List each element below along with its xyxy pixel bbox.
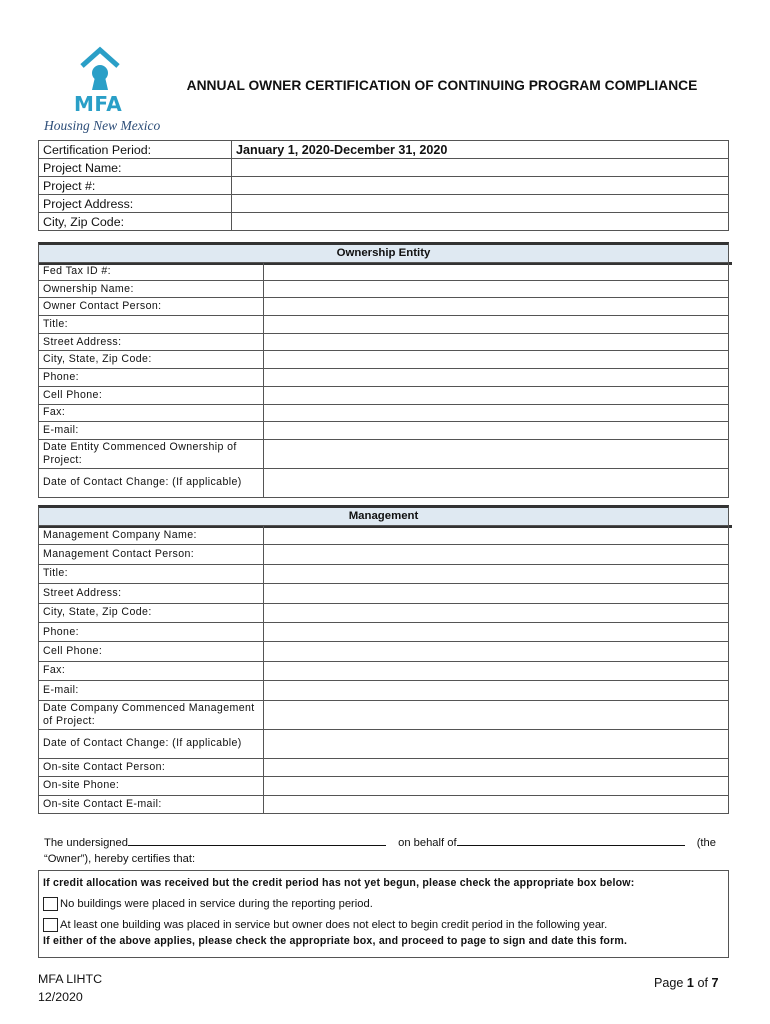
field-input[interactable]	[264, 758, 729, 777]
building-placed-checkbox[interactable]	[43, 918, 58, 932]
field-input[interactable]	[264, 316, 729, 334]
field-label: On-site Phone:	[39, 777, 264, 796]
logo-text: MFA	[74, 92, 123, 116]
ownership-row	[39, 316, 729, 334]
field-label: On-site Contact E-mail:	[39, 795, 264, 814]
footer-left	[38, 970, 102, 1006]
field-label: Date of Contact Change: (If applicable)	[39, 468, 264, 497]
management-row	[39, 622, 729, 641]
ownership-heading: Ownership Entity	[38, 242, 729, 262]
credit-period-box	[38, 870, 729, 958]
field-input[interactable]	[264, 333, 729, 351]
cert-row	[39, 141, 729, 159]
field-input[interactable]	[264, 386, 729, 404]
page-number: Page 1 of 7	[654, 976, 719, 990]
cert-row	[39, 213, 729, 231]
ownership-row	[39, 280, 729, 298]
cert-label: Certification Period:	[39, 141, 232, 159]
field-input[interactable]	[264, 422, 729, 440]
field-label: City, State, Zip Code:	[39, 603, 264, 622]
management-row	[39, 661, 729, 680]
cert-row	[39, 159, 729, 177]
cert-label: Project #:	[39, 177, 232, 195]
ownership-row	[39, 422, 729, 440]
footer-program: MFA LIHTC	[38, 972, 103, 986]
logo-tagline: Housing New Mexico	[44, 118, 161, 133]
ownership-row	[39, 386, 729, 404]
field-input[interactable]	[264, 661, 729, 680]
field-label: Phone:	[39, 622, 264, 641]
certification-statement	[44, 835, 716, 867]
ownership-row	[39, 439, 729, 468]
field-label: Fax:	[39, 404, 264, 422]
field-label: E-mail:	[39, 422, 264, 440]
no-buildings-checkbox[interactable]	[43, 897, 58, 911]
management-row	[39, 526, 729, 545]
ownership-row	[39, 351, 729, 369]
cert-value-field[interactable]	[232, 159, 729, 177]
field-input[interactable]	[264, 369, 729, 387]
ownership-row	[39, 333, 729, 351]
cert-row	[39, 177, 729, 195]
ownership-row	[39, 468, 729, 497]
field-label: Street Address:	[39, 333, 264, 351]
field-input[interactable]	[264, 642, 729, 661]
field-input[interactable]	[264, 603, 729, 622]
ownership-row	[39, 263, 729, 281]
statement-text: (the	[696, 837, 716, 849]
management-row	[39, 681, 729, 700]
field-input[interactable]	[264, 468, 729, 497]
field-label: Cell Phone:	[39, 642, 264, 661]
cert-label: Project Address:	[39, 195, 232, 213]
page-title: ANNUAL OWNER CERTIFICATION OF CONTINUING PROGRAM COMPLIANCE	[186, 78, 698, 93]
cert-row	[39, 195, 729, 213]
field-input[interactable]	[264, 439, 729, 468]
credit-instruction: If credit allocation was received but the credit period has not yet begun, please check the appropriate box below:	[43, 877, 635, 889]
cert-label: Project Name:	[39, 159, 232, 177]
field-input[interactable]	[264, 404, 729, 422]
management-row	[39, 795, 729, 814]
field-label: Management Contact Person:	[39, 545, 264, 564]
house-keyhole-icon	[82, 50, 118, 90]
field-label: On-site Contact Person:	[39, 758, 264, 777]
ownership-row	[39, 298, 729, 316]
field-input[interactable]	[264, 263, 729, 281]
field-label: Fed Tax ID #:	[39, 263, 264, 281]
statement-text: The undersigned	[44, 835, 386, 851]
field-label: Cell Phone:	[39, 386, 264, 404]
field-input[interactable]	[264, 584, 729, 603]
ownership-row	[39, 404, 729, 422]
cert-value-field[interactable]	[232, 195, 729, 213]
certification-table	[38, 140, 729, 231]
field-input[interactable]	[264, 700, 729, 729]
management-row	[39, 777, 729, 796]
management-row	[39, 642, 729, 661]
field-label: Date Entity Commenced Ownership of Project:	[39, 439, 264, 468]
field-label: Title:	[39, 316, 264, 334]
field-label: Owner Contact Person:	[39, 298, 264, 316]
option-label: No buildings were placed in service during the reporting period.	[60, 898, 373, 910]
management-row	[39, 545, 729, 564]
option-row	[43, 897, 724, 911]
option-label: At least one building was placed in service but owner does not elect to begin credit period in the following year.	[60, 919, 608, 931]
field-label: Street Address:	[39, 584, 264, 603]
field-input[interactable]	[264, 795, 729, 814]
field-label: Date Company Commenced Management of Project:	[39, 700, 264, 729]
field-label: Management Company Name:	[39, 526, 264, 545]
field-label: Phone:	[39, 369, 264, 387]
owner-name-blank[interactable]	[457, 835, 685, 846]
ownership-table	[38, 262, 729, 498]
statement-line2: “Owner”), hereby certifies that:	[44, 853, 196, 865]
undersigned-name-blank[interactable]	[128, 835, 386, 846]
statement-text: on behalf of	[398, 835, 684, 851]
field-input[interactable]	[264, 729, 729, 758]
credit-footer-note: If either of the above applies, please check the appropriate box, and proceed to page to sign and date this form.	[43, 935, 628, 947]
field-label: Fax:	[39, 661, 264, 680]
field-input[interactable]	[264, 622, 729, 641]
field-input[interactable]	[264, 777, 729, 796]
cert-value-field[interactable]	[232, 177, 729, 195]
cert-label: City, Zip Code:	[39, 213, 232, 231]
management-row	[39, 564, 729, 583]
cert-value-field[interactable]: January 1, 2020-December 31, 2020	[232, 141, 729, 159]
management-table	[38, 525, 729, 814]
cert-value-field[interactable]	[232, 213, 729, 231]
field-label: City, State, Zip Code:	[39, 351, 264, 369]
field-input[interactable]	[264, 681, 729, 700]
field-input[interactable]	[264, 545, 729, 564]
option-row	[43, 918, 724, 932]
management-row	[39, 700, 729, 729]
field-input[interactable]	[264, 526, 729, 545]
field-label: Date of Contact Change: (If applicable)	[39, 729, 264, 758]
field-label: Ownership Name:	[39, 280, 264, 298]
footer-date: 12/2020	[38, 990, 83, 1004]
field-label: E-mail:	[39, 681, 264, 700]
field-input[interactable]	[264, 298, 729, 316]
field-input[interactable]	[264, 351, 729, 369]
management-heading: Management	[38, 505, 729, 525]
management-row	[39, 758, 729, 777]
field-input[interactable]	[264, 280, 729, 298]
management-row	[39, 584, 729, 603]
management-row	[39, 603, 729, 622]
field-label: Title:	[39, 564, 264, 583]
ownership-row	[39, 369, 729, 387]
management-row	[39, 729, 729, 758]
field-input[interactable]	[264, 564, 729, 583]
